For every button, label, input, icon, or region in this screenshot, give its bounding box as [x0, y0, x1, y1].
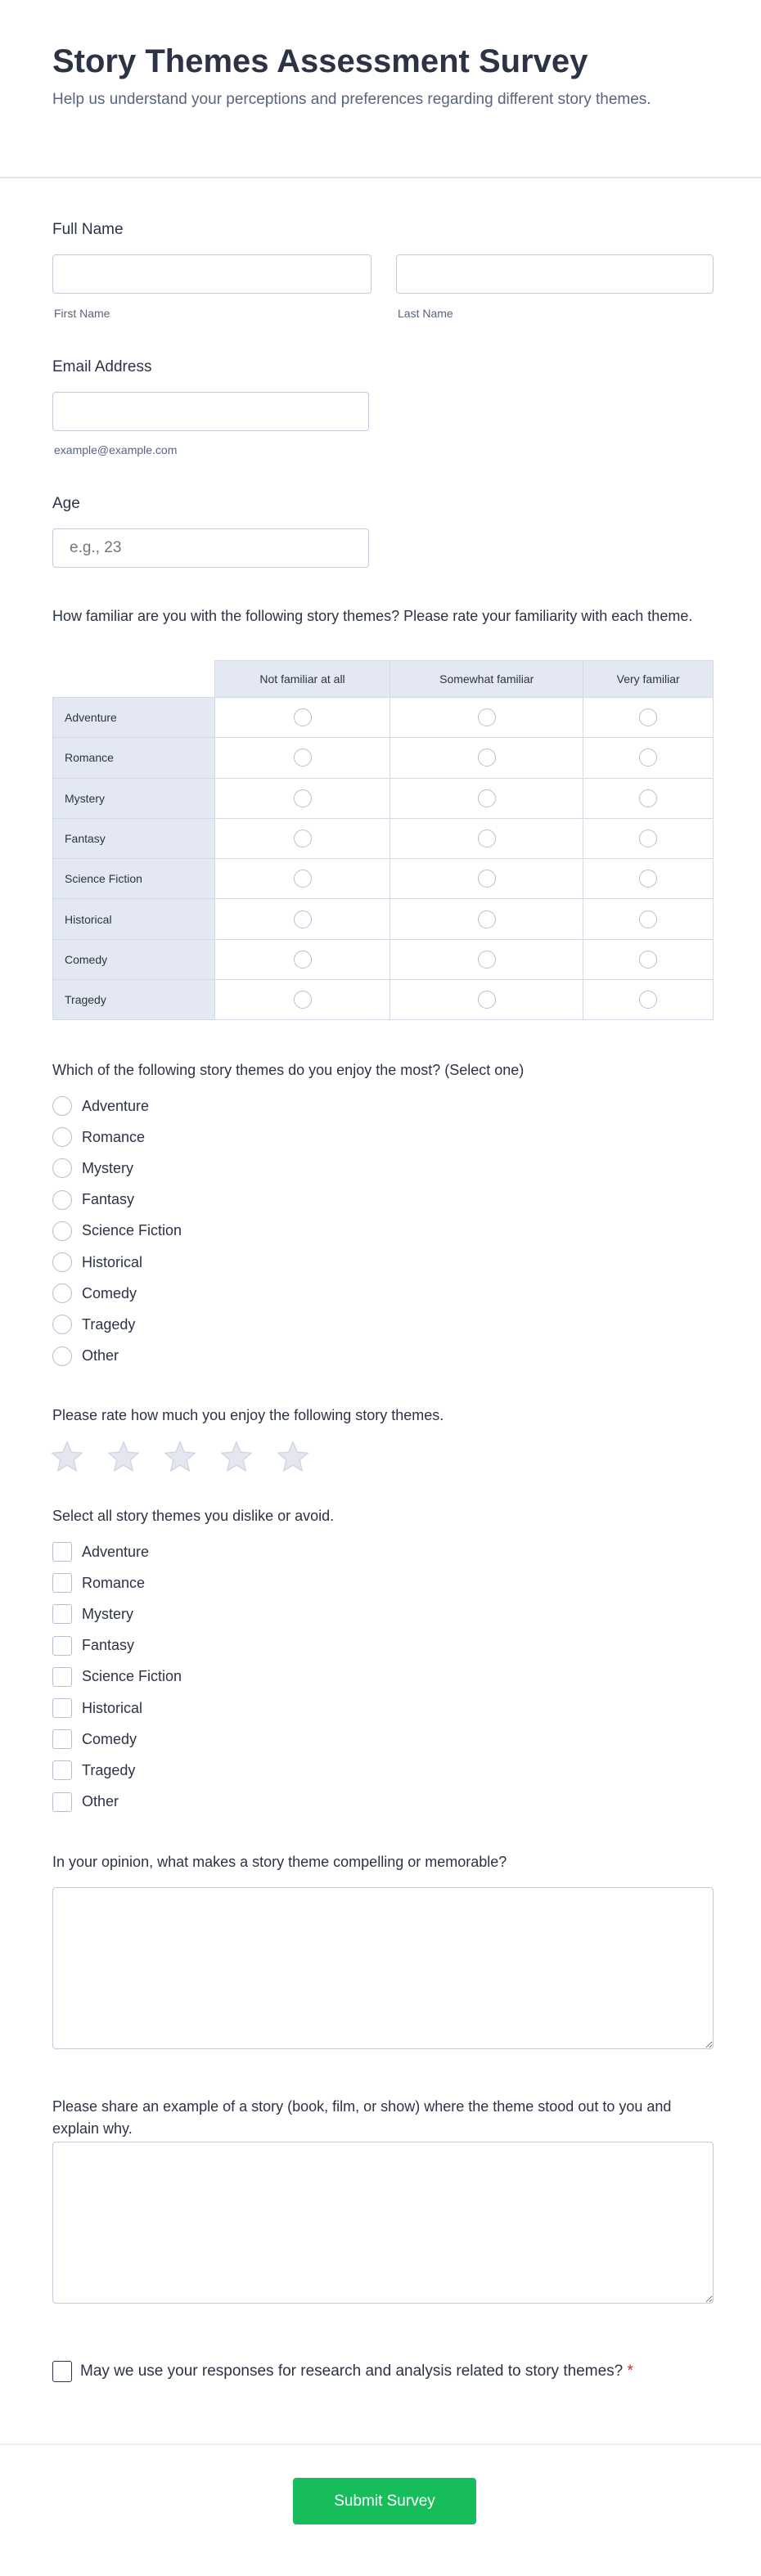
matrix-cell: [215, 698, 390, 738]
option-label: Comedy: [82, 1730, 137, 1747]
last-name-input[interactable]: [396, 254, 714, 294]
matrix-radio[interactable]: [478, 910, 496, 928]
required-asterisk: *: [627, 2362, 633, 2380]
option-label: Comedy: [82, 1284, 137, 1301]
radio-button[interactable]: [52, 1190, 72, 1210]
dislike-option[interactable]: [52, 1603, 133, 1625]
dislike-option[interactable]: [52, 1572, 145, 1594]
enjoy-most-option[interactable]: [52, 1189, 134, 1211]
radio-button[interactable]: [52, 1346, 72, 1366]
enjoy-most-option[interactable]: [52, 1095, 149, 1117]
matrix-row: [53, 738, 714, 778]
enjoy-most-option[interactable]: [52, 1252, 142, 1273]
option-label: Mystery: [82, 1159, 133, 1176]
radio-button[interactable]: [52, 1158, 72, 1178]
matrix-cell: [390, 899, 583, 939]
example-question: Please share an example of a story (book, film, or show) where the theme stood out to you and explain why.: [52, 2098, 672, 2137]
option-label: Science Fiction: [82, 1668, 182, 1685]
radio-button[interactable]: [52, 1252, 72, 1272]
matrix-row-label: Tragedy: [53, 980, 215, 1020]
first-name-sublabel: First Name: [54, 307, 110, 320]
matrix-cell: [215, 939, 390, 979]
matrix-question: How familiar are you with the following story themes? Please rate your familiarity with each theme.: [52, 608, 693, 624]
dislike-option[interactable]: [52, 1541, 149, 1562]
matrix-radio[interactable]: [294, 870, 312, 888]
enjoy-most-option[interactable]: [52, 1126, 145, 1148]
radio-button[interactable]: [52, 1221, 72, 1241]
page-subtitle: Help us understand your perceptions and preferences regarding different story themes.: [52, 91, 651, 108]
enjoy-most-option[interactable]: [52, 1314, 135, 1335]
option-label: Romance: [82, 1128, 146, 1145]
matrix-radio[interactable]: [639, 708, 657, 726]
matrix-cell: [583, 939, 714, 979]
page-title: Story Themes Assessment Survey: [52, 43, 588, 79]
matrix-row: [53, 778, 714, 818]
option-label: Tragedy: [82, 1761, 136, 1778]
matrix-radio[interactable]: [639, 829, 657, 847]
first-name-input[interactable]: [52, 254, 371, 294]
matrix-cell: [583, 738, 714, 778]
email-helper: example@example.com: [54, 443, 178, 456]
dislike-option[interactable]: [52, 1666, 182, 1688]
option-label: Historical: [82, 1699, 143, 1716]
matrix-column-header: Very familiar: [583, 661, 714, 698]
matrix-radio[interactable]: [639, 789, 657, 807]
checkbox[interactable]: [52, 1792, 72, 1812]
checkbox[interactable]: [52, 1667, 72, 1687]
checkbox[interactable]: [52, 1698, 72, 1718]
radio-button[interactable]: [52, 1127, 72, 1147]
form-header: [0, 0, 761, 178]
matrix-radio[interactable]: [294, 789, 312, 807]
enjoy-most-question: Which of the following story themes do you enjoy the most? (Select one): [52, 1062, 525, 1078]
matrix-radio[interactable]: [478, 789, 496, 807]
dislike-option[interactable]: [52, 1729, 137, 1750]
matrix-row: [53, 980, 714, 1020]
matrix-row-label: Romance: [53, 738, 215, 778]
compelling-question: In your opinion, what makes a story theme compelling or memorable?: [52, 1854, 507, 1870]
checkbox[interactable]: [52, 1636, 72, 1656]
matrix-row: [53, 698, 714, 738]
enjoy-most-option[interactable]: [52, 1283, 137, 1304]
full-name-label: Full Name: [52, 221, 124, 238]
matrix-cell: [583, 980, 714, 1020]
matrix-row-label: Mystery: [53, 778, 215, 818]
email-label: Email Address: [52, 358, 152, 375]
matrix-radio[interactable]: [478, 951, 496, 969]
matrix-row-label: Adventure: [53, 698, 215, 738]
option-label: Science Fiction: [82, 1222, 182, 1239]
option-label: Fantasy: [82, 1637, 135, 1654]
age-input[interactable]: [52, 528, 369, 568]
matrix-cell: [583, 818, 714, 858]
matrix-radio[interactable]: [294, 951, 312, 969]
matrix-radio[interactable]: [294, 991, 312, 1009]
option-label: Tragedy: [82, 1315, 136, 1333]
last-name-sublabel: Last Name: [398, 307, 453, 320]
matrix-cell: [390, 859, 583, 899]
option-label: Other: [82, 1347, 119, 1364]
matrix-radio[interactable]: [639, 951, 657, 969]
compelling-textarea[interactable]: [52, 1887, 714, 2049]
matrix-radio[interactable]: [478, 991, 496, 1009]
footer-divider: [0, 2443, 761, 2445]
matrix-radio[interactable]: [639, 870, 657, 888]
option-label: Historical: [82, 1253, 143, 1270]
consent-field: [52, 2359, 642, 2384]
option-label: Mystery: [82, 1605, 133, 1622]
example-textarea[interactable]: [52, 2142, 714, 2304]
matrix-radio[interactable]: [294, 749, 312, 767]
matrix-cell: [390, 939, 583, 979]
dislike-question: Select all story themes you dislike or avoid.: [52, 1508, 335, 1524]
matrix-cell: [390, 818, 583, 858]
star-icon[interactable]: [51, 1440, 83, 1472]
matrix-cell: [390, 778, 583, 818]
matrix-cell: [215, 738, 390, 778]
matrix-cell: [215, 859, 390, 899]
matrix-row-label: Comedy: [53, 939, 215, 979]
matrix-radio[interactable]: [294, 829, 312, 847]
radio-button[interactable]: [52, 1096, 72, 1116]
enjoy-most-option[interactable]: [52, 1346, 119, 1367]
matrix-cell: [215, 778, 390, 818]
star-icon[interactable]: [107, 1440, 140, 1472]
radio-button[interactable]: [52, 1315, 72, 1334]
checkbox[interactable]: [52, 1542, 72, 1562]
matrix-radio[interactable]: [478, 829, 496, 847]
radio-button[interactable]: [52, 1284, 72, 1303]
star-icon[interactable]: [164, 1440, 196, 1472]
matrix-cell: [583, 899, 714, 939]
matrix-radio[interactable]: [478, 708, 496, 726]
matrix-cell: [583, 778, 714, 818]
dislike-option[interactable]: [52, 1697, 142, 1719]
matrix-radio[interactable]: [478, 870, 496, 888]
dislike-option[interactable]: [52, 1635, 134, 1657]
checkbox[interactable]: [52, 1760, 72, 1780]
matrix-radio[interactable]: [639, 991, 657, 1009]
checkbox[interactable]: [52, 1604, 72, 1624]
matrix-radio[interactable]: [294, 910, 312, 928]
age-label: Age: [52, 495, 80, 512]
matrix-cell: [390, 698, 583, 738]
dislike-option[interactable]: [52, 1792, 119, 1813]
star-icon[interactable]: [220, 1440, 253, 1472]
option-label: Adventure: [82, 1543, 150, 1560]
matrix-cell: [390, 980, 583, 1020]
checkbox[interactable]: [52, 1729, 72, 1749]
matrix-row: [53, 818, 714, 858]
matrix-cell: [583, 698, 714, 738]
matrix-cell: [390, 738, 583, 778]
matrix-row-label: Historical: [53, 899, 215, 939]
matrix-column-header: Somewhat familiar: [390, 661, 583, 698]
matrix-row: [53, 859, 714, 899]
enjoy-most-option[interactable]: [52, 1221, 182, 1242]
matrix-row: [53, 899, 714, 939]
submit-button[interactable]: Submit Survey: [293, 2478, 476, 2524]
matrix-row-label: Science Fiction: [53, 859, 215, 899]
matrix-cell: [583, 859, 714, 899]
dislike-option[interactable]: [52, 1760, 135, 1781]
star-icon[interactable]: [277, 1440, 309, 1472]
consent-label: May we use your responses for research and analysis related to story themes?: [80, 2362, 624, 2380]
matrix-radio[interactable]: [639, 749, 657, 767]
rating-question: Please rate how much you enjoy the following story themes.: [52, 1407, 444, 1423]
matrix-column-header: Not familiar at all: [215, 661, 390, 698]
option-label: Romance: [82, 1574, 146, 1591]
consent-checkbox[interactable]: [52, 2361, 72, 2382]
matrix-corner: [53, 661, 215, 698]
option-label: Other: [82, 1793, 119, 1810]
option-label: Fantasy: [82, 1191, 135, 1208]
matrix-row-label: Fantasy: [53, 818, 215, 858]
email-input[interactable]: [52, 392, 369, 431]
matrix-radio[interactable]: [478, 749, 496, 767]
matrix-radio[interactable]: [639, 910, 657, 928]
checkbox[interactable]: [52, 1573, 72, 1593]
enjoy-most-option[interactable]: [52, 1158, 133, 1179]
matrix-radio[interactable]: [294, 708, 312, 726]
matrix-cell: [215, 980, 390, 1020]
matrix-cell: [215, 899, 390, 939]
matrix-row: [53, 939, 714, 979]
matrix-cell: [215, 818, 390, 858]
option-label: Adventure: [82, 1097, 150, 1114]
familiarity-matrix: [52, 660, 714, 1020]
